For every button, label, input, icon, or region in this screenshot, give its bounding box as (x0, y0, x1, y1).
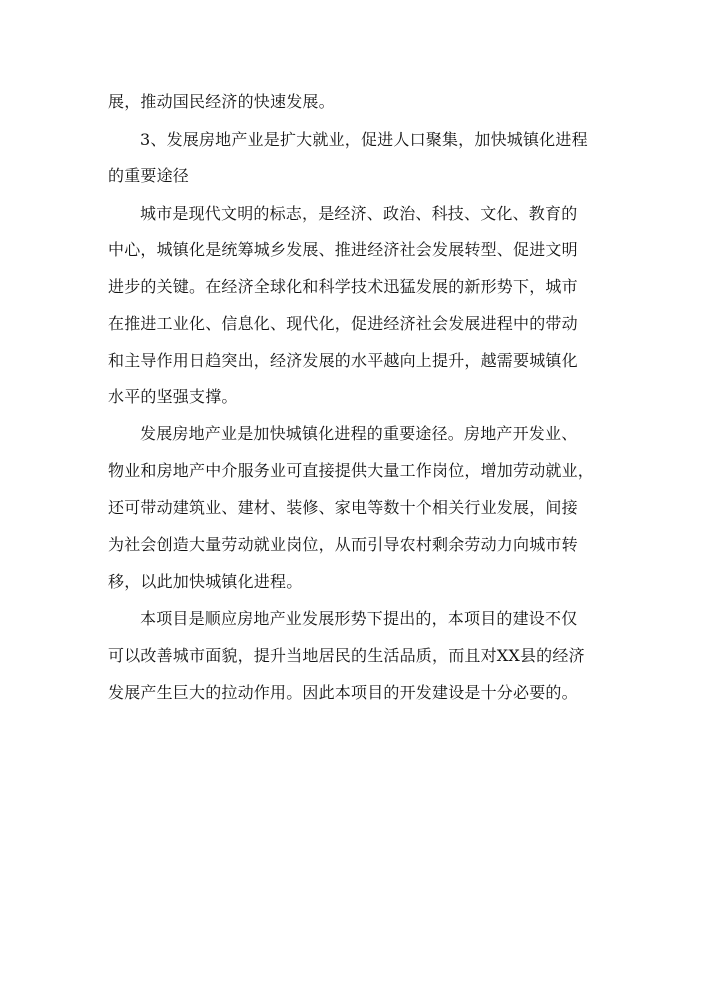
text-line: 物业和房地产中介服务业可直接提供大量工作岗位，增加劳动就业， (108, 461, 595, 480)
text-line: 进步的关键。在经济全球化和科学技术迅猛发展的新形势下，城市 (108, 277, 578, 296)
text-line: 还可带动建筑业、建材、装修、家电等数十个相关行业发展，间接 (108, 498, 578, 517)
text-line: 城市是现代文明的标志，是经济、政治、科技、文化、教育的 (140, 204, 578, 223)
text-line: 为社会创造大量劳动就业岗位，从而引导农村剩余劳动力向城市转 (108, 535, 578, 554)
text-line: 发展房地产业是加快城镇化进程的重要途径。房地产开发业、 (140, 424, 578, 443)
text-line: 在推进工业化、信息化、现代化，促进经济社会发展进程中的带动 (108, 314, 578, 333)
text-line: 的重要途径 (108, 166, 190, 185)
text-line: 发展产生巨大的拉动作用。因此本项目的开发建设是十分必要的。 (108, 683, 578, 702)
text-line: 水平的坚强支撑。 (108, 387, 238, 406)
text-line: 和主导作用日趋突出，经济发展的水平越向上提升，越需要城镇化 (108, 351, 578, 370)
text-line: 移，以此加快城镇化进程。 (108, 572, 303, 591)
text-line: 本项目是顺应房地产业发展形势下提出的，本项目的建设不仅 (140, 609, 578, 628)
text-line: 3、发展房地产业是扩大就业，促进人口聚集，加快城镇化进程 (140, 130, 588, 149)
text-line: 展，推动国民经济的快速发展。 (108, 92, 335, 111)
text-line: 中心，城镇化是统筹城乡发展、推进经济社会发展转型、促进文明 (108, 240, 578, 259)
text-line: 可以改善城市面貌，提升当地居民的生活品质，而且对XX县的经济 (108, 646, 585, 665)
